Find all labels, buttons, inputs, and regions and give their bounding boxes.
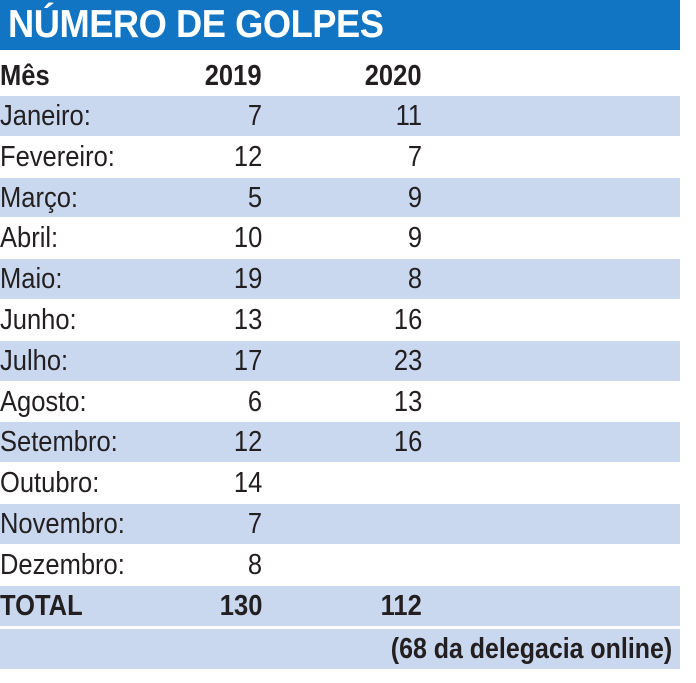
row-month: Abril: (0, 222, 59, 255)
table-row (0, 504, 680, 545)
row-month: Novembro: (0, 507, 125, 540)
row-month: Março: (0, 181, 79, 214)
row-value-2020: 9 (407, 181, 422, 214)
row-value-2019: 8 (247, 548, 262, 581)
table-row (0, 300, 680, 341)
row-value-2019: 6 (247, 385, 262, 418)
table-row (0, 463, 680, 504)
table-row (0, 218, 680, 259)
row-value-2019: 7 (247, 100, 262, 132)
row-value-2020: 8 (407, 263, 422, 296)
row-value-2019: 14 (233, 467, 262, 500)
row-value-2019: 12 (233, 140, 262, 173)
table-row (0, 382, 680, 423)
title-bar (0, 0, 680, 50)
row-month: Outubro: (0, 467, 100, 500)
row-value-2020: 23 (393, 344, 422, 377)
table-body (0, 96, 680, 669)
row-month: Fevereiro: (0, 140, 115, 173)
total-value-2020: 112 (380, 589, 422, 622)
row-month: Agosto: (0, 385, 87, 418)
header-2019: 2019 (205, 60, 262, 92)
table-row (0, 137, 680, 178)
table-row (0, 422, 680, 463)
row-month: Dezembro: (0, 548, 125, 581)
total-label: TOTAL (0, 589, 83, 622)
total-row (0, 586, 680, 630)
table-row (0, 96, 680, 137)
table-row (0, 259, 680, 300)
row-value-2020: 11 (395, 100, 422, 132)
table-title: NÚMERO DE GOLPES (8, 3, 384, 46)
row-month: Julho: (0, 344, 69, 377)
row-month: Setembro: (0, 426, 118, 459)
row-value-2020: 16 (393, 303, 422, 336)
row-month: Junho: (0, 303, 77, 336)
row-value-2020: 7 (407, 140, 422, 173)
row-month: Janeiro: (0, 100, 91, 132)
footnote-row (0, 629, 680, 669)
row-value-2019: 13 (233, 303, 262, 336)
row-value-2019: 19 (233, 263, 262, 296)
row-value-2019: 5 (247, 181, 262, 214)
table-header-row (0, 56, 680, 96)
table-row (0, 341, 680, 382)
row-month: Maio: (0, 263, 63, 296)
row-value-2020: 13 (393, 385, 422, 418)
table-row (0, 178, 680, 219)
header-2020: 2020 (365, 60, 422, 92)
row-value-2020: 16 (393, 426, 422, 459)
row-value-2020: 9 (407, 222, 422, 255)
footnote-online-reports: (68 da delegacia online) (390, 633, 672, 666)
row-value-2019: 17 (233, 344, 262, 377)
row-value-2019: 10 (233, 222, 262, 255)
row-value-2019: 7 (247, 507, 262, 540)
header-month: Mês (0, 60, 50, 92)
row-value-2019: 12 (233, 426, 262, 459)
total-value-2019: 130 (219, 589, 262, 622)
table-row (0, 545, 680, 586)
